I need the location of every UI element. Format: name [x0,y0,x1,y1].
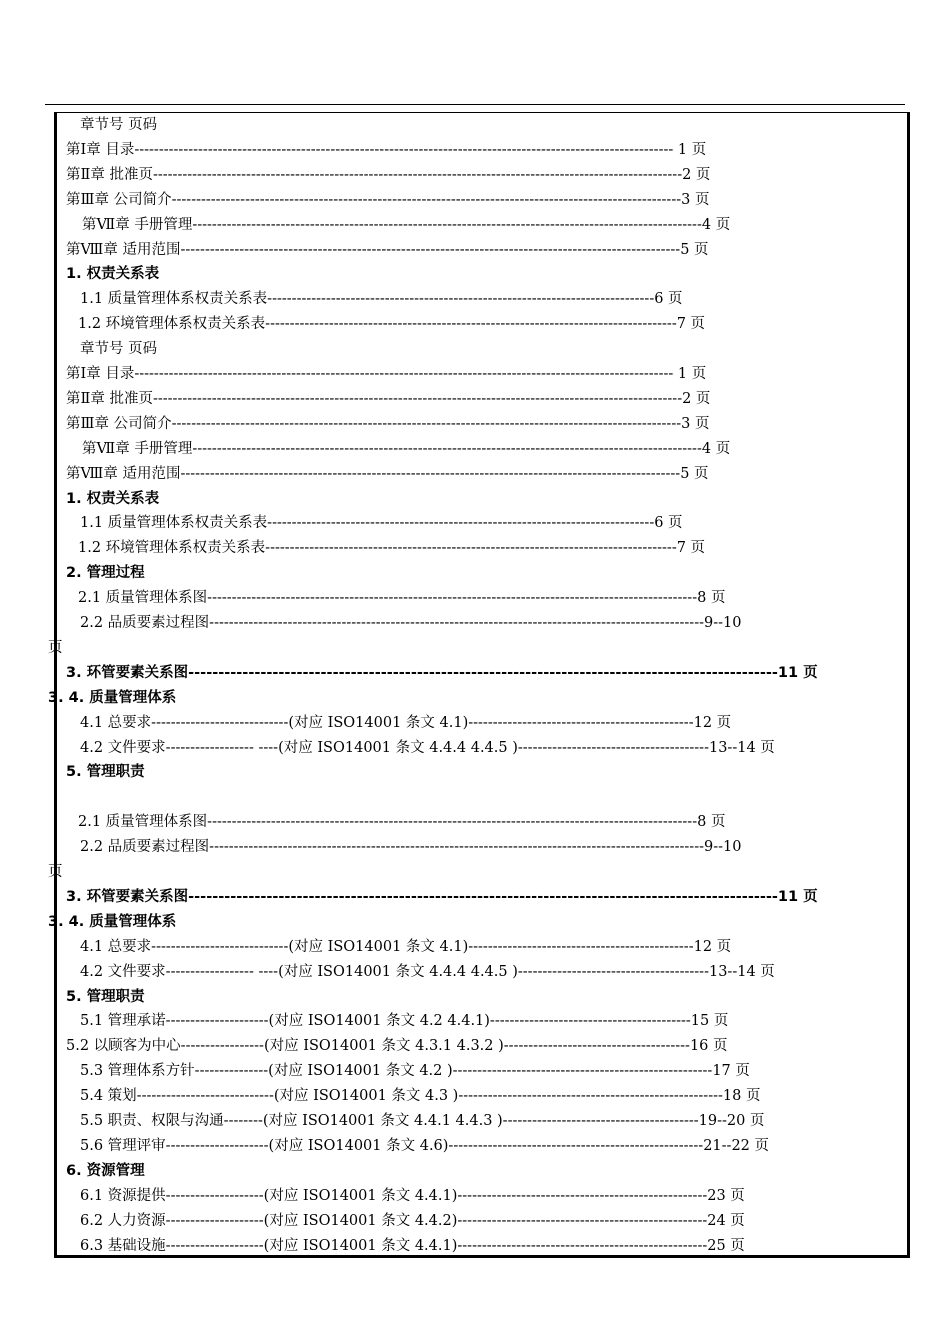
toc-line: 第Ⅲ章 公司简介--------------------------------------------------------------------------------------------------------3 页 [66,191,710,208]
toc-line: 2.2 品质要素过程图-----------------------------------------------------------------------------------------------------9--10 [80,615,742,631]
toc-line: 1.1 质量管理体系权责关系表-------------------------------------------------------------------------------6 页 [80,515,683,532]
toc-line: 3. 4. 质量管理体系 [48,913,177,930]
toc-line: 1. 权责关系表 [66,266,160,283]
toc-line: 1. 权责关系表 [66,490,160,507]
header-rule [45,104,905,105]
toc-line: 5.2 以顾客为中心-----------------(对应 ISO14001 条文 4.3.1 4.3.2 )--------------------------------------16 页 [66,1038,728,1055]
toc-line: 3. 环管要素关系图--------------------------------------------------------------------------------------------------11 页 [66,888,818,905]
toc-line: 2.1 质量管理体系图----------------------------------------------------------------------------------------------------8 页 [78,590,726,607]
toc-line: 5. 管理职责 [66,988,145,1005]
toc-line: 4.2 文件要求------------------ ----(对应 ISO14001 条文 4.4.4 4.4.5 )---------------------------------------13--14 页 [80,739,775,756]
toc-line: 第Ⅶ章 手册管理--------------------------------------------------------------------------------------------------------4 页 [82,216,731,233]
toc-line: 2. 管理过程 [66,565,145,582]
toc-line: 页 [48,864,63,880]
toc-line: 5.4 策划----------------------------(对应 ISO14001 条文 4.3 )------------------------------------------------------18 页 [80,1088,761,1105]
toc-line: 第Ⅷ章 适用范围------------------------------------------------------------------------------------------------------5 页 [66,241,709,258]
toc-line: 2.2 品质要素过程图-----------------------------------------------------------------------------------------------------9--10 [80,839,742,856]
toc-line: 第Ⅷ章 适用范围------------------------------------------------------------------------------------------------------5 页 [66,465,709,482]
toc-line: 5.3 管理体系方针---------------(对应 ISO14001 条文 4.2 )-----------------------------------------------------17 页 [80,1063,750,1080]
toc-line: 5. 管理职责 [66,764,145,781]
toc-line: 第Ⅱ章 批准页------------------------------------------------------------------------------------------------------------2 页 [66,390,711,407]
toc-line: 5.1 管理承诺---------------------(对应 ISO14001 条文 4.2 4.4.1)-----------------------------------------15 页 [80,1013,729,1030]
toc-line: 第Ⅰ章 目录-------------------------------------------------------------------------------------------------------------- 1 页 [66,141,707,158]
toc-line: 1.1 质量管理体系权责关系表-------------------------------------------------------------------------------6 页 [80,291,683,308]
toc-line: 3. 环管要素关系图--------------------------------------------------------------------------------------------------11 页 [66,664,818,681]
toc-line: 第Ⅶ章 手册管理--------------------------------------------------------------------------------------------------------4 页 [82,440,731,457]
toc-line: 2.1 质量管理体系图----------------------------------------------------------------------------------------------------8 页 [78,814,726,831]
toc-line: 5.5 职责、权限与沟通--------(对应 ISO14001 条文 4.4.1 4.4.3 )----------------------------------------19--20 页 [80,1113,765,1129]
toc-line: 页 [48,639,63,656]
toc-line: 5.6 管理评审---------------------(对应 ISO14001 条文 4.6)----------------------------------------------------21--22 页 [80,1137,770,1154]
toc-line: 6.2 人力资源--------------------(对应 ISO14001 条文 4.4.2)---------------------------------------------------24 页 [80,1212,745,1229]
toc-line: 4.1 总要求----------------------------(对应 ISO14001 条文 4.1)----------------------------------------------12 页 [80,714,732,731]
toc-line [66,785,900,809]
toc-line: 3. 4. 质量管理体系 [48,689,177,706]
toc-line: 章节号 页码 [80,117,158,133]
toc-line: 6.1 资源提供--------------------(对应 ISO14001 条文 4.4.1)---------------------------------------------------23 页 [80,1187,745,1204]
toc-line: 4.2 文件要求------------------ ----(对应 ISO14001 条文 4.4.4 4.4.5 )---------------------------------------13--14 页 [80,963,775,980]
toc-line: 6. 资源管理 [66,1162,145,1179]
toc-line: 第Ⅱ章 批准页------------------------------------------------------------------------------------------------------------2 页 [66,166,711,183]
toc-line: 1.2 环境管理体系权责关系表------------------------------------------------------------------------------------7 页 [78,316,706,333]
toc-line: 第Ⅰ章 目录-------------------------------------------------------------------------------------------------------------- 1 页 [66,366,707,382]
toc-line: 第Ⅲ章 公司简介--------------------------------------------------------------------------------------------------------3 页 [66,415,710,432]
toc-line: 章节号 页码 [80,341,158,358]
toc-line: 6.3 基础设施--------------------(对应 ISO14001 条文 4.4.1)---------------------------------------------------25 页 [80,1237,745,1254]
toc-line: 4.1 总要求----------------------------(对应 ISO14001 条文 4.1)----------------------------------------------12 页 [80,938,732,955]
toc-line: 1.2 环境管理体系权责关系表------------------------------------------------------------------------------------7 页 [78,540,706,557]
